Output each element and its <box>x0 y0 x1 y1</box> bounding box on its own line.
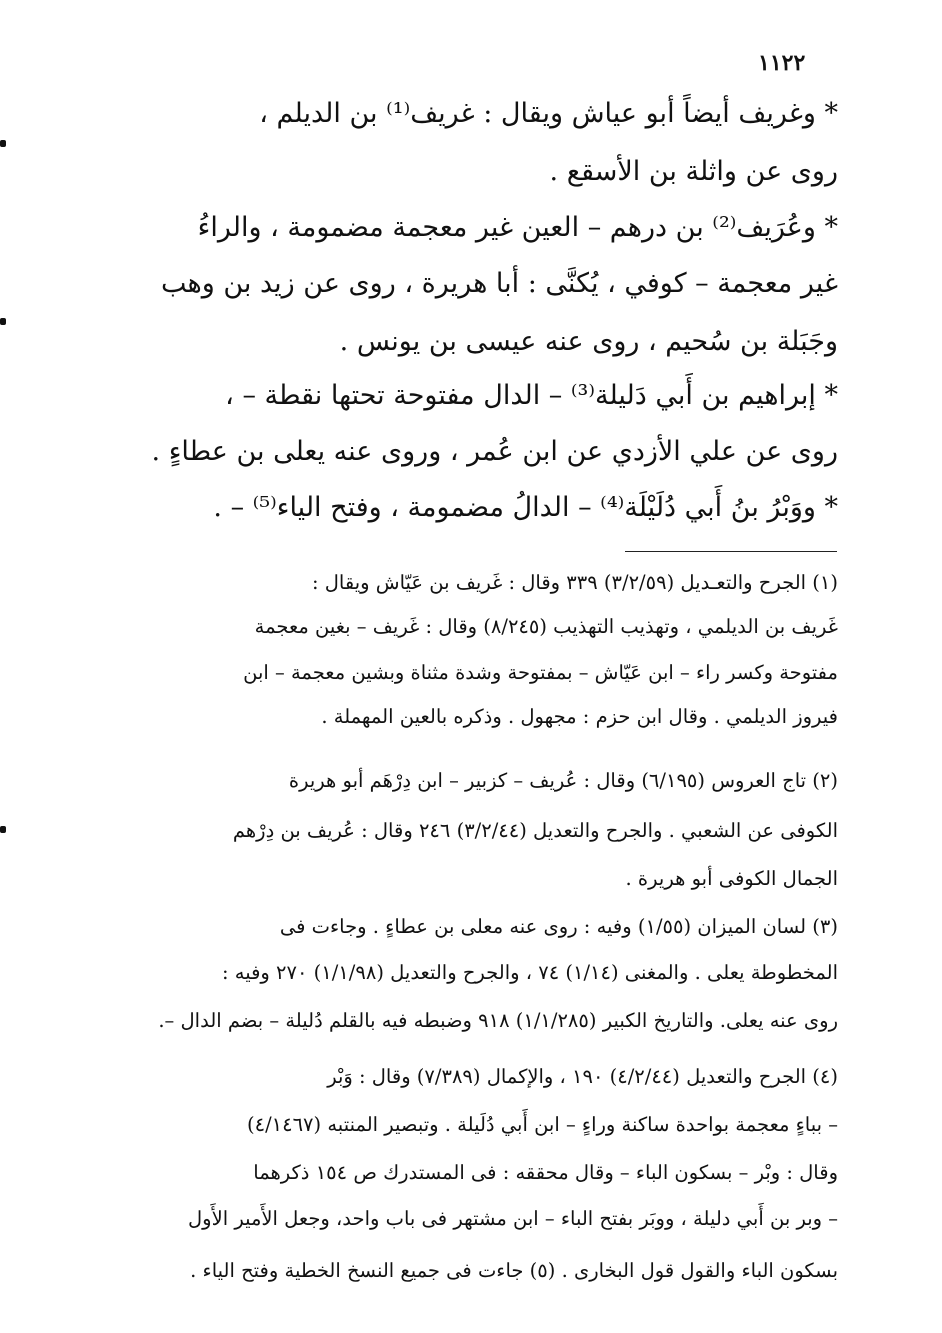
main-line: * وغريف أيضاً أبو عياش ويقال : غريف⁽¹⁾ بن الديلم ، <box>259 98 838 129</box>
footnote-line: بسكون الباء والقول قول البخارى . (٥) جاءت فى جميع النسخ الخطية وفتح الياء . <box>190 1259 838 1282</box>
footnote-line: فيروز الديلمي . وقال ابن حزم : مجهول . وذكره بالعين المهملة . <box>321 705 838 728</box>
footnote-line: (٤) الجرح والتعديل (٤/٢/٤٤) ١٩٠ ، والإكمال (٧/٣٨٩) وقال : وَبْر <box>327 1065 838 1088</box>
main-line: روى عن واثلة بن الأسقع . <box>549 156 838 187</box>
footnote-line: المخطوطة يعلى . والمغنى (١/١٤) ٧٤ ، والجرح والتعديل (١/١/٩٨) ٢٧٠ وفيه : <box>221 961 838 984</box>
main-line: * إبراهيم بن أَبي دَليلة⁽³⁾ – الدال مفتوحة تحتها نقطة – ، <box>225 380 838 411</box>
footnote-line: (٣) لسان الميزان (١/٥٥) وفيه : روى عنه معلى بن عطاءٍ . وجاءت فى <box>279 915 838 938</box>
footnote-line: الكوفى عن الشعبي . والجرح والتعديل (٣/٢/٤٤) ٢٤٦ وقال : عُريف بن دِرْهم <box>232 819 838 842</box>
main-line: * وعُرَيف⁽²⁾ بن درهم – العين غير معجمة مضمومة ، والراءُ <box>197 212 838 243</box>
footnote-line: – وبر بن أَبي دليلة ، ووبَر بفتح الباء – ابن مشتهر فى باب واحد، وجعل الأَمير الأَول <box>188 1207 838 1230</box>
footnote-line: وقال : وبْر – بسكون الباء – وقال محققه : فى المستدرك ص ١٥٤ ذكرهما <box>253 1161 838 1184</box>
footnote-line: الجمال الكوفى أبو هريرة . <box>625 867 838 890</box>
page-number: ١١٢٢ <box>758 50 806 76</box>
main-line: * ووَبْرُ بنُ أَبي دُلَيْلَة⁽⁴⁾ – الدالُ مضمومة ، وفتح الياء⁽⁵⁾ – . <box>213 492 838 523</box>
binding-mark <box>0 318 6 325</box>
footnote-line: روى عنه يعلى. والتاريخ الكبير (١/١/٢٨٥) ٩١٨ وضبطه فيه بالقلم دُليلة – بضم الدال –. <box>158 1009 838 1032</box>
binding-mark <box>0 826 6 833</box>
footnote-line: – بباءٍ معجمة بواحدة ساكنة وراءٍ – ابن أَبي دُلَيلة . وتبصير المنتبه (٤/١٤٦٧) <box>246 1113 838 1136</box>
footnote-line: (١) الجرح والتعـديل (٣/٢/٥٩) ٣٣٩ وقال : غَريف بن عَيّاش ويقال : <box>311 571 838 594</box>
footnote-separator <box>625 551 837 552</box>
footnote-line: غَريف بن الديلمي ، وتهذيب التهذيب (٨/٢٤٥) وقال : غَريف – بغين معجمة <box>254 615 838 638</box>
main-line: روى عن علي الأزدي عن ابن عُمر ، وروى عنه يعلى بن عطاءٍ . <box>151 436 838 467</box>
main-line: غير معجمة – كوفي ، يُكنَّى : أبا هريرة ، روى عن زيد بن وهب <box>160 268 838 299</box>
footnote-line: (٢) تاج العروس (٦/١٩٥) وقال : عُريف – كزبير – ابن دِرْهَم أبو هريرة <box>288 769 838 792</box>
binding-mark <box>0 140 6 147</box>
footnote-line: مفتوحة وكسر راء – ابن عَيّاش – بمفتوحة وشدة مثناة وبشين معجمة – ابن <box>243 661 838 684</box>
main-line: وجَبَلة بن سُحيم ، روى عنه عيسى بن يونس . <box>339 326 838 357</box>
